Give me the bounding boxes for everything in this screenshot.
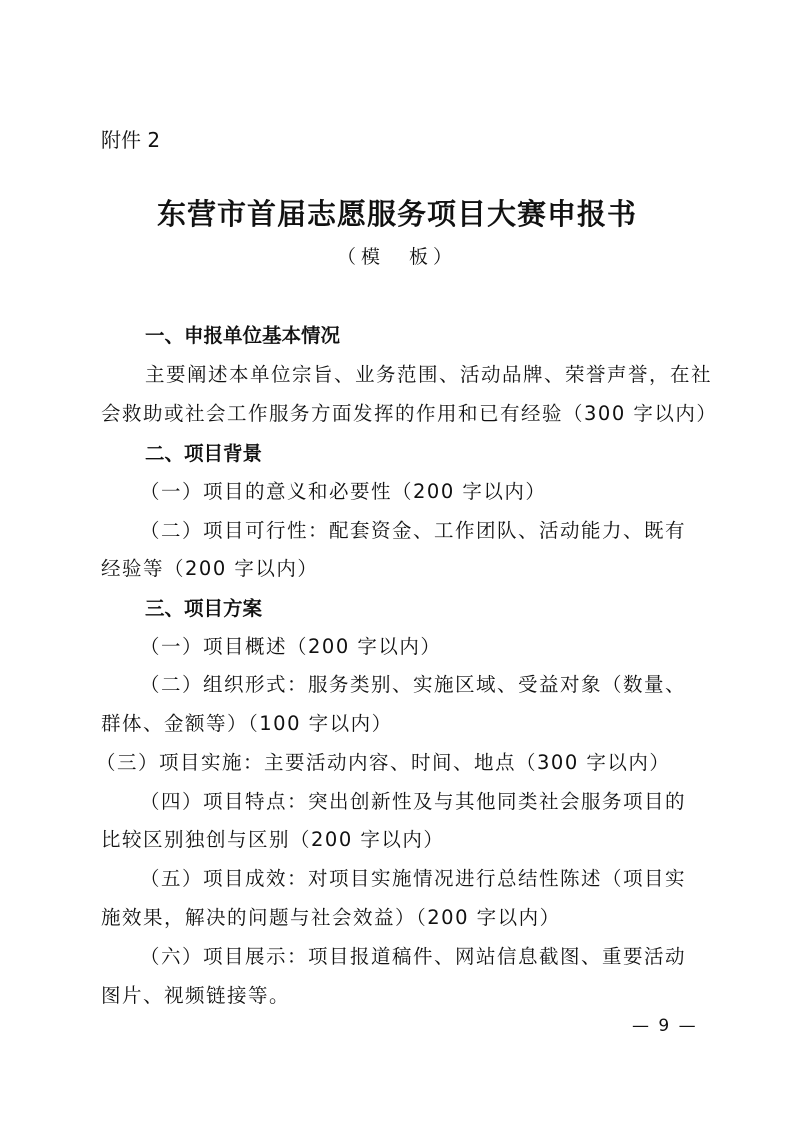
paragraph-line: （二）组织形式：服务类别、实施区域、受益对象（数量、 [140, 673, 687, 696]
paragraph-line: （四）项目特点：突出创新性及与其他同类社会服务项目的 [140, 790, 687, 813]
paragraph-line: 群体、金额等）（100 字以内） [101, 712, 393, 735]
document-title: 东营市首届志愿服务项目大赛申报书 [156, 197, 637, 231]
paragraph-line: 图片、视频链接等。 [101, 984, 291, 1007]
paragraph-line: （二）项目可行性：配套资金、工作团队、活动能力、既有 [140, 519, 687, 542]
section-heading-2: 二、项目背景 [145, 442, 263, 465]
paragraph-line: （一）项目的意义和必要性（200 字以内） [140, 480, 547, 503]
attachment-label: 附件 2 [101, 128, 161, 152]
paragraph-line: 主要阐述本单位宗旨、业务范围、活动品牌、荣誉声誉，在社 [145, 363, 713, 386]
paragraph-line: （一）项目概述（200 字以内） [140, 635, 442, 658]
section-heading-3: 三、项目方案 [145, 597, 263, 620]
paragraph-line: 施效果，解决的问题与社会效益）（200 字以内） [101, 906, 561, 929]
section-heading-1: 一、申报单位基本情况 [145, 324, 341, 347]
paragraph-line: （六）项目展示：项目报道稿件、网站信息截图、重要活动 [140, 945, 687, 968]
paragraph-line: （三）项目实施：主要活动内容、时间、地点（300 字以内） [96, 751, 671, 774]
paragraph-line: 比较区别独创与区别（200 字以内） [101, 828, 445, 851]
page-number: — 9 — [632, 1016, 698, 1036]
paragraph-line: （五）项目成效：对项目实施情况进行总结性陈述（项目实 [140, 867, 687, 890]
paragraph-line: 会救助或社会工作服务方面发挥的作用和已有经验（300 字以内） [101, 402, 718, 425]
document-subtitle: （模 板） [336, 246, 457, 268]
paragraph-line: 经验等（200 字以内） [101, 557, 319, 580]
